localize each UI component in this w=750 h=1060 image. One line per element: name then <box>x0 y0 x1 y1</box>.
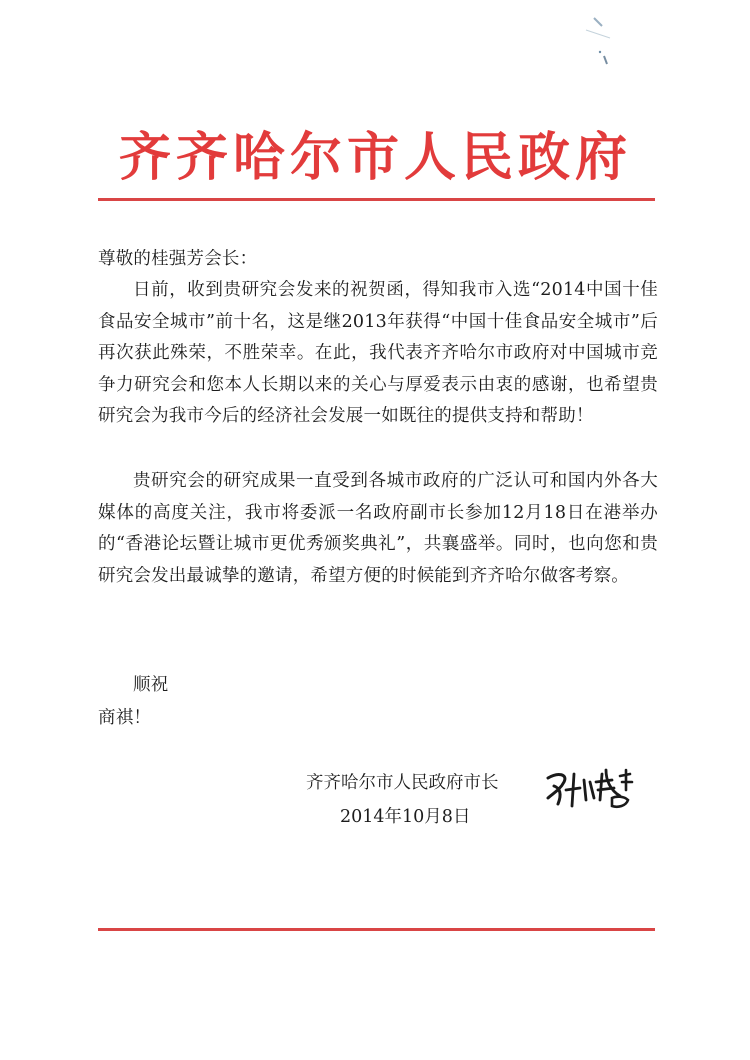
closing-greeting: 顺祝 <box>133 675 169 695</box>
body-paragraph-2: 贵研究会的研究成果一直受到各城市政府的广泛认可和国内外各大媒体的高度关注，我市将委派一名政府副市长参加12月18日在港举办的“香港论坛暨让城市更优秀颁奖典礼”，共襄盛举。同时，也向您和贵研究会发出最诚挚的邀请，希望方便的时候能到齐齐哈尔做客考察。 <box>98 471 658 586</box>
body-paragraph-1: 日前，收到贵研究会发来的祝贺函，得知我市入选“2014中国十佳食品安全城市”前十名，这是继2013年获得“中国十佳食品安全城市”后再次获此殊荣，不胜荣幸。在此，我代表齐齐哈尔市政府对中国城市竞争力研究会和您本人长期以来的关心与厚爱表示由衷的感谢，也希望贵研究会为我市今后的经济社会发展一如既往的提供支持和帮助！ <box>98 280 658 426</box>
letterhead-title: 齐齐哈尔市人民政府 <box>118 127 632 188</box>
footer-red-rule <box>98 928 655 931</box>
scan-smudge-mark <box>580 12 620 72</box>
letter-date: 2014年10月8日 <box>340 807 471 827</box>
letterhead-red-rule <box>98 198 655 201</box>
salutation: 尊敬的桂强芳会长： <box>98 249 258 269</box>
handwritten-signature <box>540 760 640 820</box>
signatory-title: 齐齐哈尔市人民政府市长 <box>306 773 499 793</box>
closing-wish: 商祺！ <box>98 708 152 728</box>
